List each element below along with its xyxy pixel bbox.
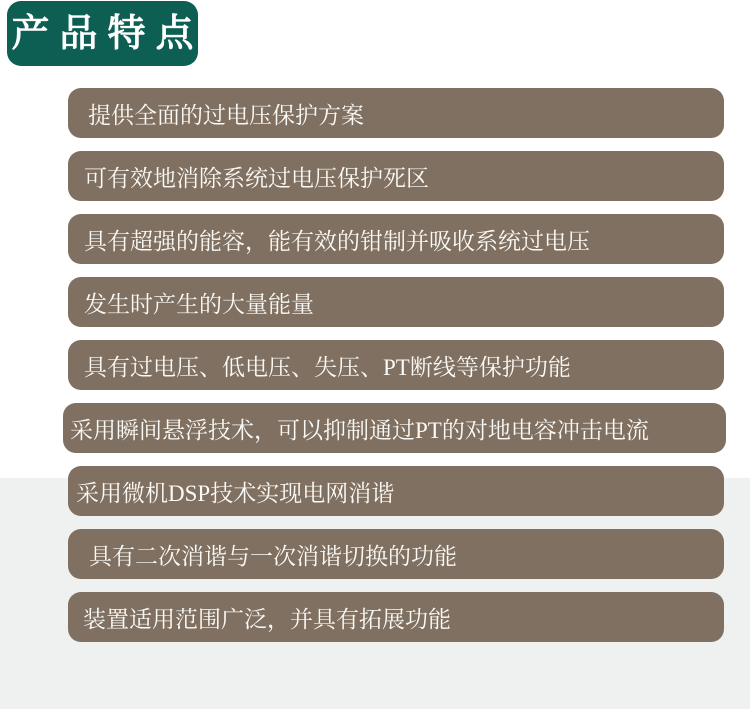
feature-item: 具有过电压、低电压、失压、PT断线等保护功能 [68,340,724,390]
section-title-badge [7,1,204,66]
feature-item: 提供全面的过电压保护方案 [68,88,724,138]
feature-item: 采用微机DSP技术实现电网消谐 [68,466,724,516]
feature-list [68,88,724,642]
feature-item: 具有二次消谐与一次消谐切换的功能 [68,529,724,579]
feature-item: 采用瞬间悬浮技术，可以抑制通过PT的对地电容冲击电流 [63,403,726,453]
section-title: 产品特点 [11,12,204,55]
feature-item: 发生时产生的大量能量 [68,277,724,327]
feature-item: 可有效地消除系统过电压保护死区 [68,151,724,201]
feature-item: 装置适用范围广泛，并具有拓展功能 [68,592,724,642]
feature-item: 具有超强的能容，能有效的钳制并吸收系统过电压 [68,214,724,264]
